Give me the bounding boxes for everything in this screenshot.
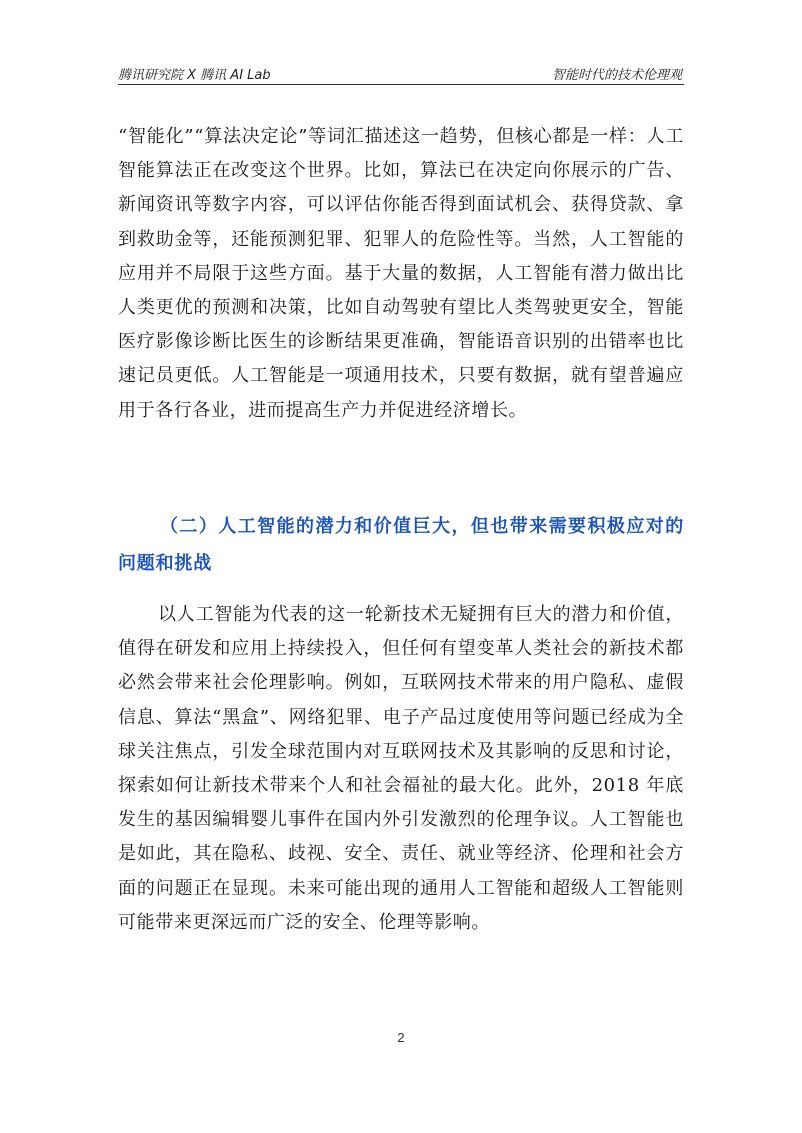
body-paragraph-2: 以人工智能为代表的这一轮新技术无疑拥有巨大的潜力和价值，值得在研发和应用上持续投入，但任何有望变革人类社会的新技术都必然会带来社会伦理影响。例如，互联网技术带来的用户隐私、虚假信息、算法“黑盒”、网络犯罪、电子产品过度使用等问题已经成为全球关注焦点，引发全球范围内对互联网技术及其影响的反思和讨论，探索如何让新技术带来个人和社会福祉的最大化。此外，2018 年底发生的基因编辑婴儿事件在国内外引发激烈的伦理争议。人工智能也是如此，其在隐私、歧视、安全、责任、就业等经济、伦理和社会方面的问题正在显现。未来可能出现的通用人工智能和超级人工智能则可能带来更深远而广泛的安全、伦理等影响。 [118, 604, 684, 933]
body-paragraph-1: “智能化”“算法决定论”等词汇描述这一趋势，但核心都是一样：人工智能算法正在改变这个世界。比如，算法已在决定向你展示的广告、新闻资讯等数字内容，可以评估你能否得到面试机会、获得贷款、拿到救助金等，还能预测犯罪、犯罪人的危险性等。当然，人工智能的应用并不局限于这些方面。基于大量的数据，人工智能有潜力做出比人类更优的预测和决策，比如自动驾驶有望比人类驾驶更安全，智能医疗影像诊断比医生的诊断结果更准确，智能语音识别的出错率也比速记员更低。人工智能是一项通用技术，只要有数据，就有望普遍应用于各行各业，进而提高生产力并促进经济增长。 [118, 126, 684, 421]
header-right-text: 智能时代的技术伦理观 [551, 68, 682, 83]
page-number: 2 [397, 1030, 405, 1045]
header-left-text: 腾讯研究院 X 腾讯 AI Lab [118, 68, 271, 83]
page-header [118, 60, 684, 85]
section-heading: （二）人工智能的潜力和价值巨大，但也带来需要积极应对的问题和挑战 [118, 516, 684, 574]
